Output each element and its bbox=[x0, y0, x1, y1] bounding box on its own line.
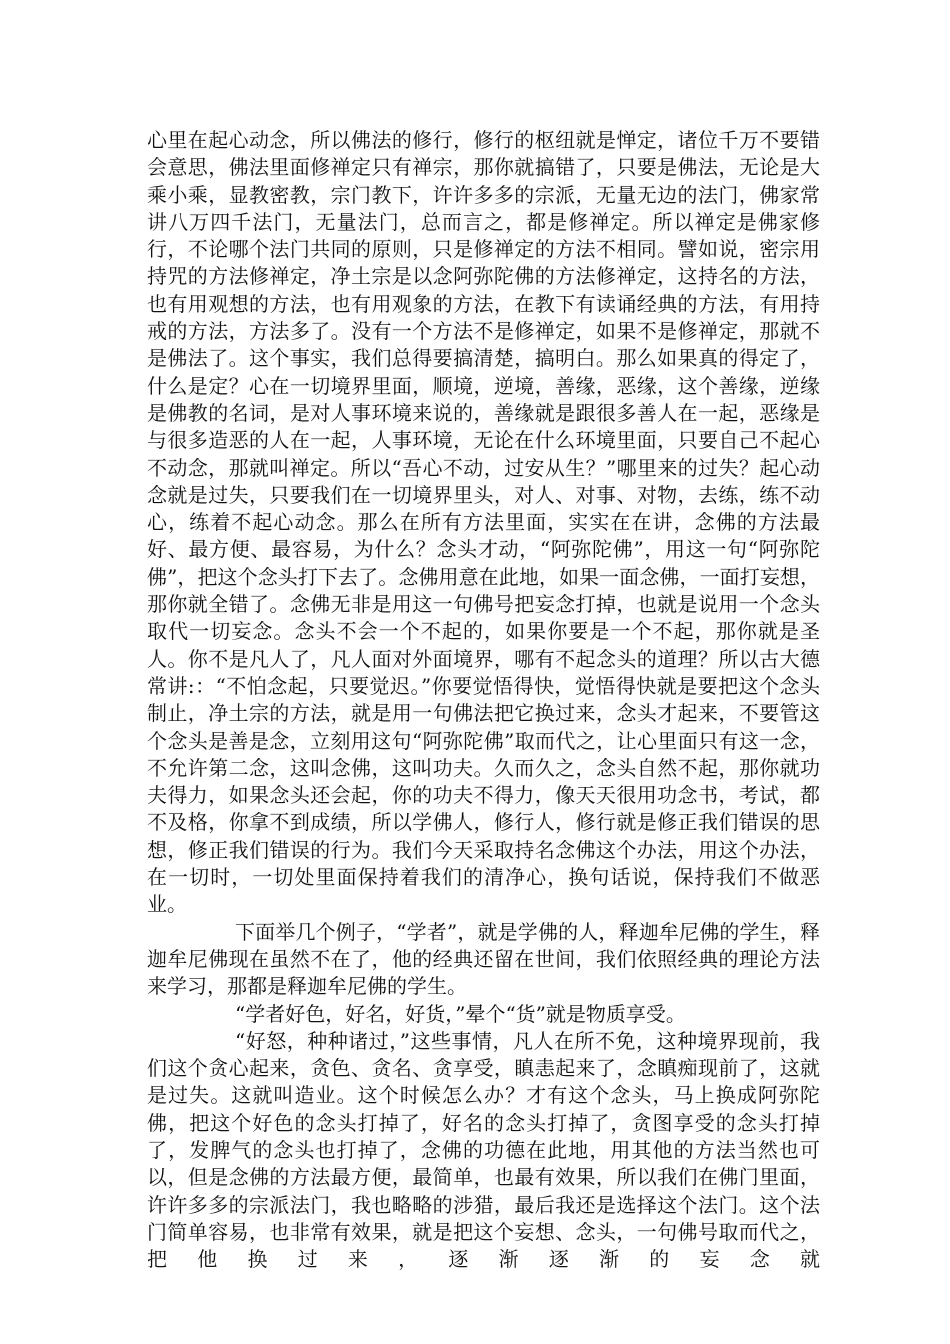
paragraph-2: 下面举几个例子，“学者”，就是学佛的人，释迦牟尼佛的学生，释迦牟尼佛现在虽然不在了，他的经典还留在世间，我们依照经典的理论方法来学习，那都是释迦牟尼佛的学生。 bbox=[147, 919, 820, 999]
paragraph-4: “好怒，种种诸过，”这些事情，凡人在所不免，这种境界现前，我们这个贪心起来，贪色、贪名、贪享受，瞋恚起来了，念瞋痴现前了，这就是过失。这就叫造业。这个时候怎么办？才有这个念头，马上换成阿弥陀佛，把这个好色的念头打掉了，好名的念头打掉了，贪图享受的念头打掉了，发脾气的念头也打掉了，念佛的功德在此地，用其他的方法当然也可以，但是念佛的方法最方便，最简单，也最有效果，所以我们在佛门里面，许许多多的宗派法门，我也略略的涉猎，最后我还是选择这个法门。这个法门简单容易，也非常有效果，就是把这个妄想、念头，一句佛号取而代之，把他换过来，逐渐逐渐的妄念就 bbox=[147, 1028, 820, 1272]
document-body bbox=[147, 127, 820, 1273]
paragraph-3: “学者好色，好名，好货，”晕个“货”就是物质享受。 bbox=[235, 1001, 686, 1026]
paragraph-1: 心里在起心动念，所以佛法的修行，修行的枢纽就是惮定，诸位千万不要错会意思，佛法里面修禅定只有禅宗，那你就搞错了，只要是佛法，无论是大乘小乘，显教密教，宗门教下，许许多多的宗派，无量无边的法门，佛家常讲八万四千法门，无量法门，总而言之，都是修禅定。所以禅定是佛家修行，不论哪个法门共同的原则，只是修禅定的方法不相同。譬如说，密宗用持咒的方法修禅定，净土宗是以念阿弥陀佛的方法修禅定，这持名的方法，也有用观想的方法，也有用观象的方法，在教下有读诵经典的方法，有用持戒的方法，方法多了。没有一个方法不是修禅定，如果不是修禅定，那就不是佛法了。这个事实，我们总得要搞清楚，搞明白。那么如果真的得定了，什么是定？心在一切境界里面，顺境，逆境，善缘，恶缘，这个善缘，逆缘是佛教的名词，是对人事环境来说的，善缘就是跟很多善人在一起，恶缘是与很多造恶的人在一起，人事环境，无论在什么环境里面，只要自己不起心不动念，那就叫禅定。所以“吾心不动，过安从生？”哪里来的过失？起心动念就是过失，只要我们在一切境界里头，对人、对事、对物，去练，练不动心，练着不起心动念。那么在所有方法里面，实实在在讲，念佛的方法最好、最方便、最容易，为什么？念头才动，“阿弥陀佛”，用这一句“阿弥陀佛”，把这个念头打下去了。念佛用意在此地，如果一面念佛，一面打妄想，那你就全错了。念佛无非是用这一句佛号把妄念打掉，也就是说用一个念头取代一切妄念。念头不会一个不起的，如果你要是一个不起，那你就是圣人。你不是凡人了，凡人面对外面境界，哪有不起念头的道理？所以古大德常讲:：“不怕念起，只要觉迟。”你要觉悟得快，觉悟得快就是要把这个念头制止，净土宗的方法，就是用一句佛法把它换过来，念头才起来，不要管这个念头是善是念，立刻用这句“阿弥陀佛”取而代之，让心里面只有这一念，不允许第二念，这叫念佛，这叫功夫。久而久之，念头自然不起，那你就功夫得力，如果念头还会起，你的功夫不得力，像天天很用功念书，考试，都不及格，你拿不到成绩，所以学佛人，修行人，修行就是修正我们错误的思想，修正我们错误的行为。我们今天采取持名念佛这个办法，用这个办法，在一切时，一切处里面保持着我们的清净心，换句话说，保持我们不做恶业。 bbox=[147, 128, 820, 917]
